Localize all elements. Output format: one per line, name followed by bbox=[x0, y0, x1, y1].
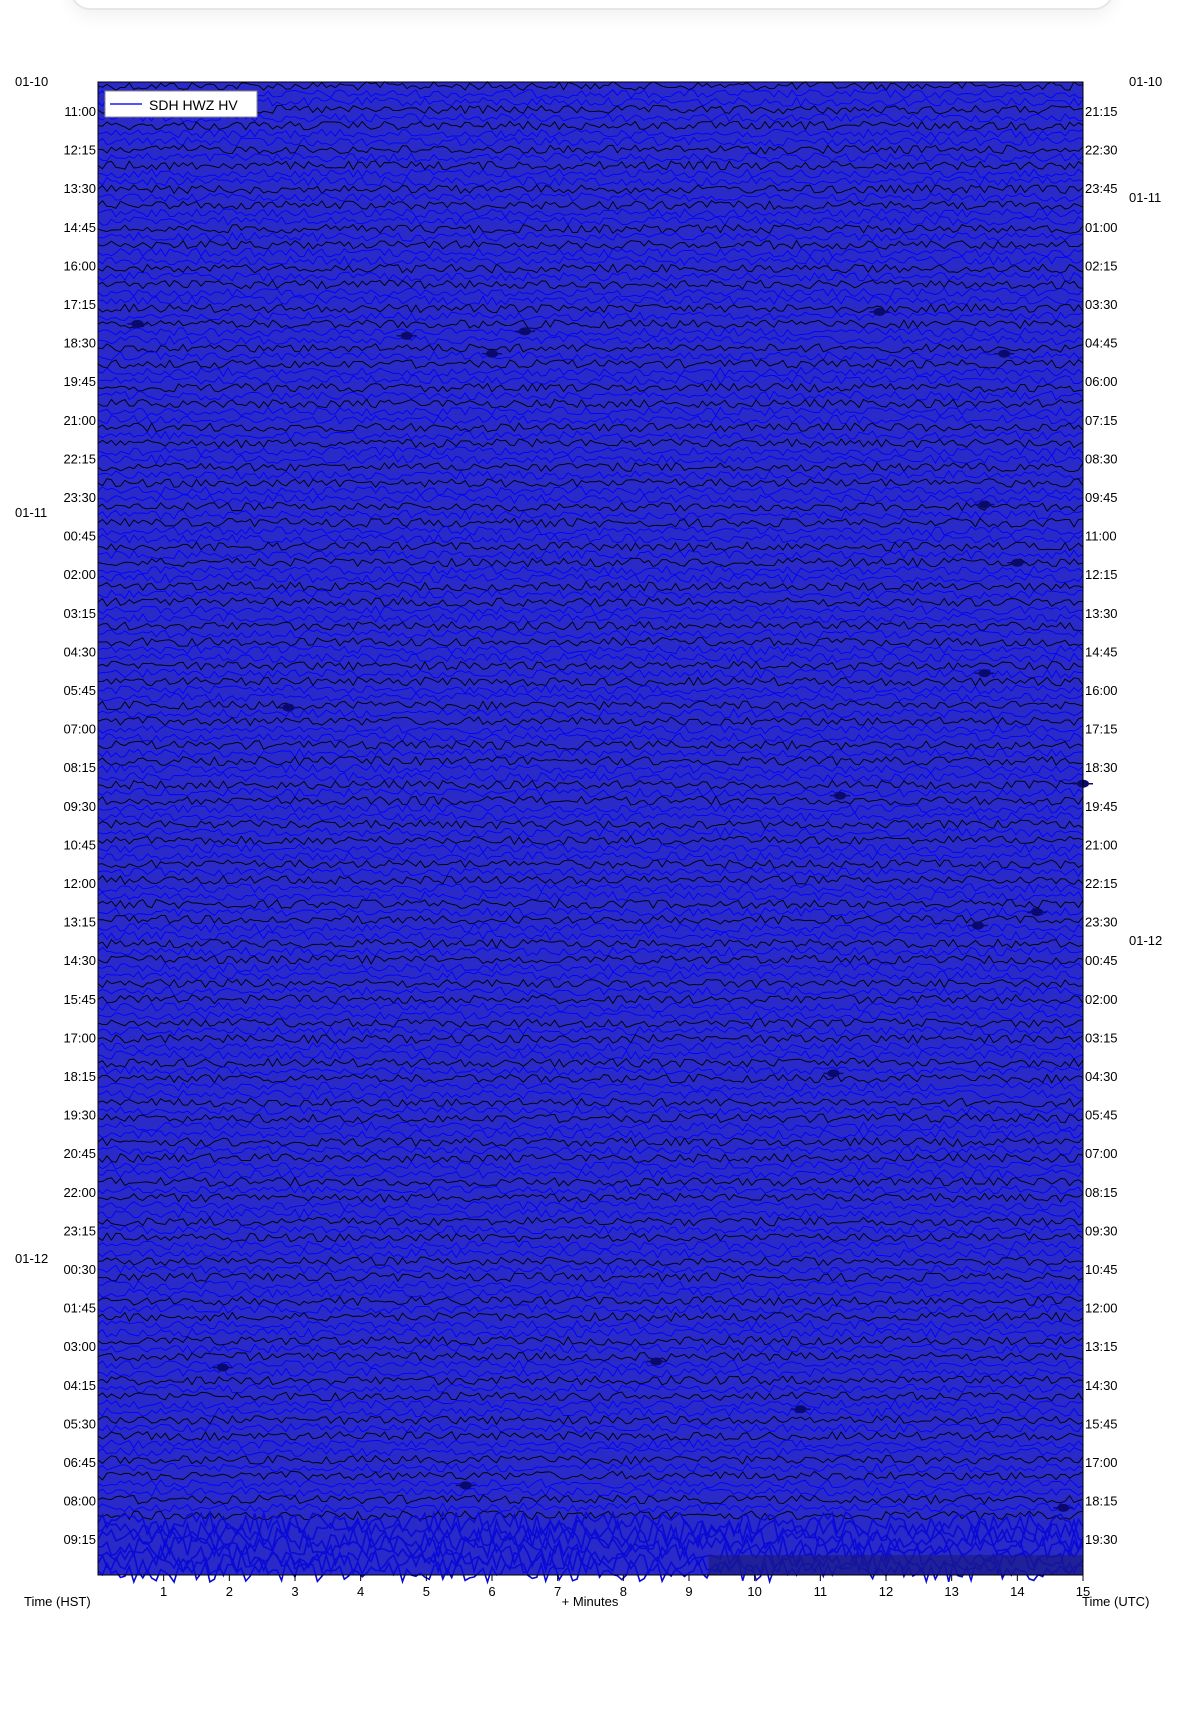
utc-row-label: 04:45 bbox=[1085, 335, 1118, 351]
utc-row-label: 22:15 bbox=[1085, 876, 1118, 891]
hst-date-label: 01-12 bbox=[15, 1251, 49, 1266]
utc-row-label: 14:30 bbox=[1085, 1377, 1118, 1393]
utc-row-label: 05:45 bbox=[1085, 1107, 1118, 1123]
legend bbox=[105, 91, 257, 117]
utc-row-label: 07:15 bbox=[1085, 412, 1118, 428]
hst-row-label: 19:45 bbox=[63, 374, 96, 390]
x-axis-label: + Minutes bbox=[561, 1594, 619, 1609]
utc-row-label: 18:15 bbox=[1085, 1493, 1118, 1509]
x-tick-label: 13 bbox=[944, 1584, 959, 1599]
left-axis-label: Time (HST) bbox=[24, 1594, 91, 1609]
utc-row-label: 19:30 bbox=[1085, 1532, 1118, 1548]
utc-date-label: 01-11 bbox=[1129, 190, 1162, 205]
x-tick-label: 14 bbox=[1010, 1584, 1025, 1599]
hst-row-label: 20:45 bbox=[63, 1146, 96, 1162]
utc-row-label: 03:15 bbox=[1085, 1030, 1118, 1046]
utc-row-label: 23:30 bbox=[1085, 914, 1118, 930]
legend-label: SDH HWZ HV bbox=[149, 97, 238, 113]
x-tick-label: 10 bbox=[747, 1584, 762, 1599]
utc-row-label: 16:00 bbox=[1085, 683, 1118, 698]
utc-row-label: 12:15 bbox=[1085, 567, 1118, 583]
hst-row-label: 03:15 bbox=[63, 605, 96, 621]
hst-row-label: 12:15 bbox=[63, 142, 96, 158]
hst-row-label: 14:30 bbox=[63, 953, 96, 969]
utc-row-label: 18:30 bbox=[1085, 760, 1118, 776]
hst-row-label: 02:00 bbox=[63, 567, 96, 583]
utc-row-label: 12:00 bbox=[1085, 1300, 1118, 1316]
utc-row-label: 09:45 bbox=[1085, 490, 1118, 505]
utc-row-label: 17:15 bbox=[1085, 721, 1118, 737]
x-tick-label: 9 bbox=[685, 1584, 693, 1599]
hst-row-label: 05:30 bbox=[63, 1416, 96, 1432]
x-tick-label: 12 bbox=[878, 1584, 894, 1599]
utc-row-label: 22:30 bbox=[1085, 142, 1118, 158]
hst-row-label: 21:00 bbox=[63, 412, 96, 428]
hst-row-label: 09:15 bbox=[63, 1532, 96, 1548]
right-axis-label: Time (UTC) bbox=[1082, 1594, 1150, 1609]
hst-row-label: 15:45 bbox=[63, 991, 96, 1007]
hst-row-label: 07:00 bbox=[63, 721, 96, 737]
hst-row-label: 16:00 bbox=[63, 258, 96, 274]
utc-row-label: 04:30 bbox=[1085, 1069, 1118, 1084]
utc-row-label: 19:45 bbox=[1085, 798, 1118, 814]
x-tick-label: 11 bbox=[813, 1584, 828, 1599]
x-tick-label: 15 bbox=[1075, 1584, 1091, 1599]
hst-row-label: 01:45 bbox=[63, 1300, 96, 1316]
hst-row-label: 04:15 bbox=[63, 1377, 96, 1393]
utc-row-label: 10:45 bbox=[1085, 1262, 1118, 1277]
hst-row-label: 11:00 bbox=[64, 104, 96, 119]
utc-row-label: 08:15 bbox=[1085, 1184, 1118, 1200]
hst-row-label: 13:15 bbox=[63, 914, 96, 930]
hst-date-label: 01-10 bbox=[15, 74, 49, 89]
hst-row-label: 06:45 bbox=[63, 1455, 96, 1470]
hst-row-label: 00:45 bbox=[63, 528, 96, 544]
x-tick-label: 2 bbox=[225, 1584, 233, 1599]
utc-row-label: 01:00 bbox=[1085, 219, 1118, 235]
hst-row-label: 14:45 bbox=[63, 219, 96, 235]
utc-row-label: 21:00 bbox=[1085, 837, 1118, 853]
hst-row-label: 18:30 bbox=[63, 335, 96, 351]
hst-row-label: 08:15 bbox=[63, 760, 96, 776]
utc-row-label: 13:15 bbox=[1085, 1339, 1118, 1355]
utc-row-label: 11:00 bbox=[1085, 528, 1117, 544]
hst-row-label: 23:15 bbox=[63, 1223, 96, 1239]
x-tick-label: 8 bbox=[619, 1584, 627, 1599]
x-axis-ticks bbox=[160, 1575, 1090, 1599]
utc-row-label: 06:00 bbox=[1085, 374, 1118, 390]
utc-time-labels bbox=[1085, 104, 1118, 1547]
hst-row-label: 19:30 bbox=[63, 1107, 96, 1123]
utc-row-label: 02:00 bbox=[1085, 991, 1118, 1007]
hst-row-label: 08:00 bbox=[63, 1493, 96, 1509]
utc-row-label: 23:45 bbox=[1085, 181, 1118, 197]
utc-row-label: 03:30 bbox=[1085, 297, 1118, 312]
utc-row-label: 17:00 bbox=[1085, 1455, 1118, 1470]
hst-row-label: 18:15 bbox=[63, 1069, 96, 1084]
hst-row-label: 12:00 bbox=[63, 876, 96, 891]
utc-date-labels bbox=[1129, 74, 1162, 948]
hst-date-labels bbox=[15, 74, 48, 1266]
hst-row-label: 13:30 bbox=[63, 181, 96, 197]
hst-row-label: 23:30 bbox=[63, 490, 96, 505]
utc-date-label: 01-10 bbox=[1129, 74, 1163, 89]
hst-row-label: 22:00 bbox=[63, 1184, 96, 1200]
utc-row-label: 13:30 bbox=[1085, 605, 1118, 621]
x-tick-label: 6 bbox=[488, 1584, 496, 1599]
recent-data-band bbox=[709, 1555, 1083, 1575]
hst-date-label: 01-11 bbox=[15, 505, 48, 520]
utc-row-label: 00:45 bbox=[1085, 953, 1118, 969]
x-tick-label: 4 bbox=[357, 1584, 365, 1599]
utc-row-label: 09:30 bbox=[1085, 1223, 1118, 1239]
x-tick-label: 1 bbox=[160, 1584, 168, 1599]
x-tick-label: 3 bbox=[291, 1584, 299, 1599]
utc-row-label: 07:00 bbox=[1085, 1146, 1118, 1162]
hst-time-labels bbox=[63, 104, 96, 1547]
hst-row-label: 17:00 bbox=[63, 1030, 96, 1046]
x-tick-label: 7 bbox=[554, 1584, 562, 1599]
utc-row-label: 14:45 bbox=[1085, 644, 1118, 660]
hst-row-label: 22:15 bbox=[63, 451, 96, 467]
hst-row-label: 03:00 bbox=[63, 1339, 96, 1355]
hst-row-label: 05:45 bbox=[63, 683, 96, 698]
utc-row-label: 15:45 bbox=[1085, 1416, 1118, 1432]
x-tick-label: 5 bbox=[422, 1584, 430, 1599]
utc-row-label: 08:30 bbox=[1085, 451, 1118, 467]
hst-row-label: 00:30 bbox=[63, 1262, 96, 1277]
hst-row-label: 09:30 bbox=[63, 798, 96, 814]
hst-row-label: 10:45 bbox=[63, 837, 96, 853]
utc-row-label: 21:15 bbox=[1085, 104, 1118, 119]
utc-date-label: 01-12 bbox=[1129, 933, 1163, 948]
utc-row-label: 02:15 bbox=[1085, 258, 1118, 274]
hst-row-label: 17:15 bbox=[63, 297, 96, 312]
hst-row-label: 04:30 bbox=[63, 644, 96, 660]
